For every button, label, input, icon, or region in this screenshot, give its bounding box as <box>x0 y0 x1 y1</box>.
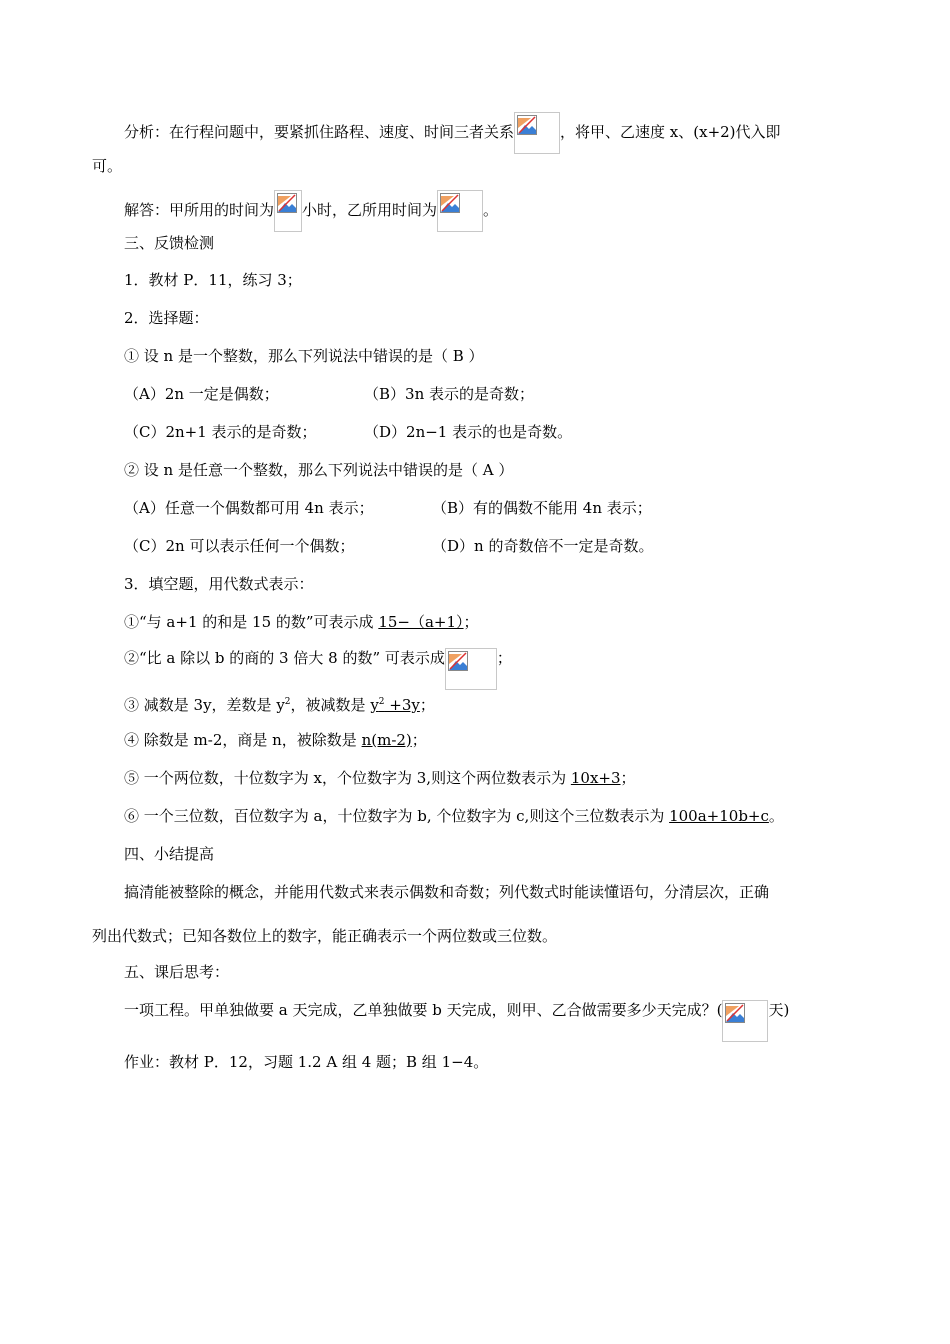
q1-option-a: （A）2n 一定是偶数； <box>124 385 279 403</box>
q1-stem: ① 设 n 是一个整数，那么下列说法中错误的是（ B ） <box>124 347 484 365</box>
broken-image-icon <box>440 193 460 213</box>
analysis-label: 分析： <box>124 123 170 141</box>
fill-3-answer-rest: +3y <box>384 696 420 714</box>
section5-question-end: 天) <box>768 1001 790 1019</box>
answer-text-1: 解答：甲所用的时间为 <box>124 201 275 219</box>
analysis-text-before: 在行程问题中，要紧抓住路程、速度、时间三者关系 <box>169 123 515 141</box>
formula-image-placeholder <box>274 190 302 232</box>
q2-stem: ② 设 n 是任意一个整数，那么下列说法中错误的是（ A ） <box>124 461 514 479</box>
q1-option-c: （C）2n+1 表示的是奇数； <box>124 423 317 441</box>
fill-3-text: ③ 减数是 3y，差数是 y <box>124 696 285 714</box>
q2-option-d: （D）n 的奇数倍不一定是奇数。 <box>432 537 654 555</box>
formula-image-placeholder <box>445 648 497 690</box>
fill-item-3 <box>124 692 435 715</box>
section5-title: 五、课后思考： <box>124 963 230 981</box>
section3-item1: 1．教材 P．11，练习 3； <box>124 271 302 289</box>
q2-option-a: （A）任意一个偶数都可用 4n 表示； <box>124 499 374 517</box>
section4-para-line2: 列出代数式；已知各数位上的数字，能正确表示一个两位数或三位数。 <box>92 927 558 945</box>
fill-item-4 <box>124 730 427 750</box>
q2-option-c: （C）2n 可以表示任何一个偶数； <box>124 537 355 555</box>
section3-title: 三、反馈检测 <box>124 234 215 252</box>
section3-item2: 2．选择题： <box>124 309 209 327</box>
fill-2-end: ； <box>496 649 512 667</box>
fill-3-sup: 2 <box>284 697 291 707</box>
broken-image-icon <box>725 1003 745 1023</box>
fill-3-answer-y: y <box>370 696 379 714</box>
answer-line <box>124 190 498 232</box>
fill-3-mid: ，被减数是 <box>290 696 371 714</box>
fill-4-answer: n(m-2) <box>361 731 412 749</box>
fill-item-5 <box>124 768 636 788</box>
fill-2-text: ②“比 a 除以 b 的商的 3 倍大 8 的数” 可表示成 <box>124 649 445 667</box>
fill-item-1 <box>124 612 479 632</box>
fill-1-text: ①“与 a+1 的和是 15 的数”可表示成 <box>124 613 379 631</box>
fill-5-end: ； <box>620 769 636 787</box>
formula-image-placeholder <box>437 190 483 232</box>
fill-1-answer: 15−（a+1） <box>378 613 464 631</box>
q1-option-d: （D）2n−1 表示的也是奇数。 <box>364 423 573 441</box>
formula-image-placeholder <box>722 1000 768 1042</box>
answer-text-3: 。 <box>483 201 499 219</box>
fill-title: 3．填空题，用代数式表示： <box>124 575 314 593</box>
fill-3-answer-sup: 2 <box>378 697 385 707</box>
broken-image-icon <box>277 193 297 213</box>
fill-5-answer: 10x+3 <box>570 769 621 787</box>
section4-title: 四、小结提高 <box>124 845 215 863</box>
fill-6-text: ⑥ 一个三位数，百位数字为 a，十位数字为 b, 个位数字为 c,则这个三位数表示为 <box>124 807 670 825</box>
analysis-line <box>124 112 781 154</box>
broken-image-icon <box>517 115 537 135</box>
section5-question <box>124 1000 789 1042</box>
fill-4-text: ④ 除数是 m-2，商是 n，被除数是 <box>124 731 362 749</box>
answer-text-2: 小时，乙所用时间为 <box>302 201 438 219</box>
formula-image-placeholder <box>514 112 560 154</box>
fill-3-end: ； <box>419 696 435 714</box>
fill-item-6 <box>124 806 784 826</box>
section4-para-line1: 搞清能被整除的概念，并能用代数式来表示偶数和奇数；列代数式时能读懂语句，分清层次，正确 <box>124 883 770 901</box>
fill-6-answer: 100a+10b+c <box>669 807 769 825</box>
fill-3-answer <box>370 696 420 714</box>
fill-5-text: ⑤ 一个两位数，十位数字为 x，个位数字为 3,则这个两位数表示为 <box>124 769 571 787</box>
analysis-wrap-line: 可。 <box>92 157 123 175</box>
section5-question-text: 一项工程。甲单独做要 a 天完成，乙单独做要 b 天完成，则甲、乙合做需要多少天完成？( <box>124 1001 723 1019</box>
q1-option-b: （B）3n 表示的是奇数； <box>364 385 534 403</box>
analysis-text-after: ，将甲、乙速度 x、(x+2)代入即 <box>560 123 781 141</box>
broken-image-icon <box>448 651 468 671</box>
fill-item-2 <box>124 648 512 690</box>
q2-option-b: （B）有的偶数不能用 4n 表示； <box>432 499 652 517</box>
homework-line: 作业：教材 P．12，习题 1.2 A 组 4 题；B 组 1−4。 <box>124 1053 489 1071</box>
fill-4-end: ； <box>411 731 427 749</box>
fill-1-end: ； <box>463 613 479 631</box>
fill-6-end: 。 <box>768 807 784 825</box>
